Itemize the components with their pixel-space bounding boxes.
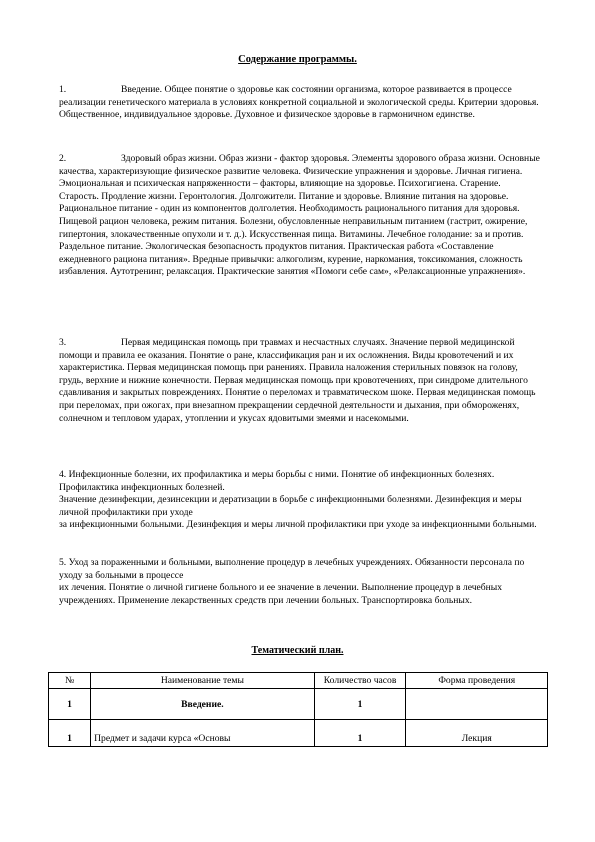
section-5-paragraph: их лечения. Понятие о личной гигиене больного и ее значение в лечении. Выполнение процедур в лечебных учреждениях. Применение лекарственных средств при лечении больных. Транспортировка больных. [59, 582, 503, 606]
section-5 [59, 557, 541, 607]
section-4-paragraph: за инфекционными больными. Дезинфекция и меры личной профилактики при уходе за инфекционными больными. [59, 519, 537, 531]
thematic-plan-table [48, 672, 548, 747]
table-row [49, 689, 548, 720]
section-3 [59, 337, 541, 425]
header-number: № [49, 673, 91, 689]
section-1-text: Введение. Общее понятие о здоровье как состоянии организма, которое развивается в процессе реализации генетического материала в условиях конкретной социальной и экологической среды. Критерии здоровья. Общественное, индивидуальное здоровье. Духовное и физическое здоровье в гармоничном единстве. [59, 84, 539, 121]
section-1 [59, 84, 541, 122]
table-header-row [49, 673, 548, 689]
section-5-paragraph: 5. Уход за пораженными и больными, выполнение процедур в лечебных учреждениях. Обязанности персонала по уходу за больными в процессе [59, 557, 525, 581]
table-row [49, 720, 548, 747]
section-2-text: Здоровый образ жизни. Образ жизни - фактор здоровья. Элементы здорового образа жизни. Основные качества, характеризующие физическое развитие человека. Физические упражнения и здоровье. Личная гигиена. Эмоциональная и психическая напряженности – факторы, влияющие на здоровье. Психогигиена. Старение. Старость. Продление жизни. Геронтология. Долгожители. Питание и здоровье. Влияние питания на здоровье. Рациональное питание - один из компонентов долголетия. Необходимость рационального питания для здоровья. Пищевой рацион человека, режим питания. Болезни, обусловленные неправильным питанием (гастрит, ожирение, гипертония, злокачественные опухоли и т. д.). Искусственная пища. Витамины. Лечебное голодание: за и против. Раздельное питание. Экологическая безопасность продуктов питания. Практическая работа «Составление ежедневного рациона питания». Вредные привычки: алкоголизм, курение, наркомания, токсикомания, сложность избавления. Аутотренинг, релаксация. Практические занятия «Помоги себе сам», «Релаксационные упражнения». [59, 153, 540, 278]
thematic-plan-title: Тематический план. [251, 645, 344, 656]
program-content-title: Содержание программы. [238, 54, 357, 65]
section-2 [59, 153, 541, 279]
section-1-number: 1. [59, 84, 67, 95]
section-2-number: 2. [59, 153, 67, 164]
row-form [406, 689, 548, 720]
row-topic: Введение. [91, 689, 315, 720]
section-4 [59, 469, 541, 532]
row-topic: Предмет и задачи курса «Основы [91, 720, 315, 747]
row-form: Лекция [406, 720, 548, 747]
section-4-paragraph: 4. Инфекционные болезни, их профилактика и меры борьбы с ними. Понятие об инфекционных болезнях. Профилактика инфекционных болезней. [59, 469, 495, 493]
section-3-text: Первая медицинская помощь при травмах и несчастных случаях. Значение первой медицинской помощи и правила ее оказания. Понятие о ране, классификация ран и их осложнения. Виды кровотечений и их характеристика. Первая медицинская помощь при ранениях. Правила наложения стерильных повязок на голову, грудь, верхние и нижние конечности. Первая медицинская помощь при кровотечениях, при синдроме длительного сдавливания и закрытых повреждениях. Понятие о переломах и травматическом шоке. Первая медицинская помощь при переломах, при ожогах, при внезапном прекращении сердечной деятельности и дыхания, при обмороженях, солнечном и тепловом ударах, утоплении и укусах ядовитыми змеями и насекомыми. [59, 337, 536, 424]
section-4-paragraph: Значение дезинфекции, дезинсекции и дератизации в борьбе с инфекционными болезнями. Дезинфекция и меры личной профилактики при уходе [59, 494, 522, 518]
header-form: Форма проведения [406, 673, 548, 689]
header-topic-name: Наименование темы [91, 673, 315, 689]
row-number: 1 [49, 720, 91, 747]
section-3-number: 3. [59, 337, 67, 348]
header-hours: Количество часов [314, 673, 406, 689]
row-hours: 1 [314, 720, 406, 747]
row-hours: 1 [314, 689, 406, 720]
row-number: 1 [49, 689, 91, 720]
